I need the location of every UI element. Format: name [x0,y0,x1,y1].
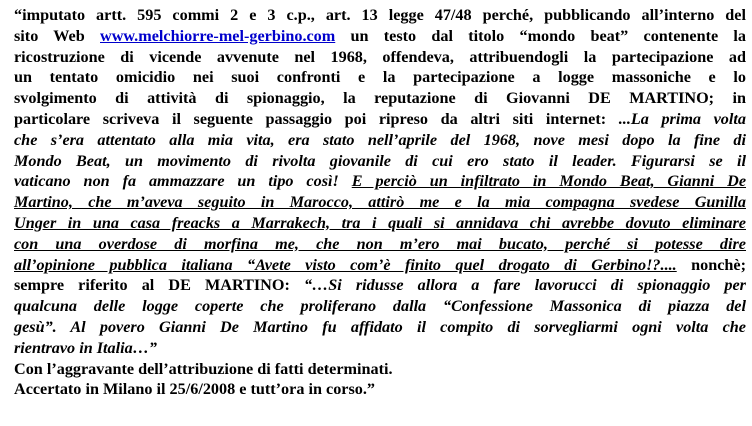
text-line [14,26,746,47]
underlined-quote-text: E perciò un infiltrato in Mondo Beat, Gianni De [351,172,747,191]
text-run: svolgimento di attività di spionaggio, la reputazione di Giovanni DE MARTINO; in [14,89,746,108]
quote-text: gesù”. Al povero Gianni De Martino fu affidato il compito di sorvegliarmi ogni volta che [14,317,746,336]
text-line [14,88,746,109]
text-line [14,255,746,276]
underlined-quote-text: Unger in una casa freacks a Marrakech, tra i quali si annidava chi avrebbe dovuto eliminare [14,213,746,232]
underlined-quote-text: con una overdose di morfina me, che non m’ero mai bucato, perché si potesse dire [14,234,746,253]
text-line [14,5,746,26]
text-line [14,213,746,234]
text-line [14,130,746,151]
text-run: particolare scriveva il seguente passaggio poi ripreso da altri siti internet: [14,109,619,128]
text-line [14,234,746,255]
text-line [14,379,746,400]
text-line [14,192,746,213]
text-run: un tentato omicidio nei suoi confronti e la partecipazione a logge massoniche e lo [14,68,746,87]
quote-text: “…Si ridusse allora a fare lavorucci di spionaggio per [303,276,746,295]
quote-text: Mondo Beat, un movimento di rivolta giovanile di cui ero stato il leader. Figurarsi se il [14,151,746,170]
text-line [14,296,746,317]
quote-text: vaticano non fa ammazzare un tipo così! [14,172,352,191]
text-run: sito Web [14,26,100,45]
quote-text: qualcuna delle logge coperte che proliferano dalla “Confessione Massonica di piazza del [14,297,746,316]
text-line [14,359,746,380]
text-run: nonchè; [676,255,746,274]
text-run: Con l’aggravante dell’attribuzione di fatti determinati. [14,359,393,378]
text-line [14,338,746,359]
text-line [14,67,746,88]
text-line [14,317,746,338]
text-run: un testo dal titolo “mondo beat” contenente la [335,26,746,45]
text-line [14,109,746,130]
underlined-quote-text: Martino, che m’aveva seguito in Marocco, attirò me e la mia compagna svedese Gunilla [14,193,746,212]
document-body [14,5,746,400]
text-run: ricostruzione di vicende avvenute nel 1968, offendeva, attribuendogli la partecipazione ad [14,47,746,66]
quote-text: ...La prima volta [618,109,746,128]
text-line [14,275,746,296]
quote-text: che s’era attentato alla mia vita, era stato nell’aprile del 1968, nove mesi dopo la fine di [14,130,746,149]
text-line [14,47,746,68]
underlined-quote-text: all’opinione pubblica italiana “Avete visto com’è finito quel drogato di Gerbino!?.... [14,255,677,274]
text-run: “imputato artt. 595 commi 2 e 3 c.p., art. 13 legge 47/48 perché, pubblicando all’interno del [14,6,746,24]
text-line [14,151,746,172]
text-run: Accertato in Milano il 25/6/2008 e tutt’ora in corso.” [14,380,376,399]
quote-text: rientravo in Italia…” [14,338,158,357]
website-link[interactable]: www.melchiorre-mel-gerbino.com [100,26,336,45]
text-line [14,171,746,192]
text-run: sempre riferito al DE MARTINO: [14,276,304,295]
